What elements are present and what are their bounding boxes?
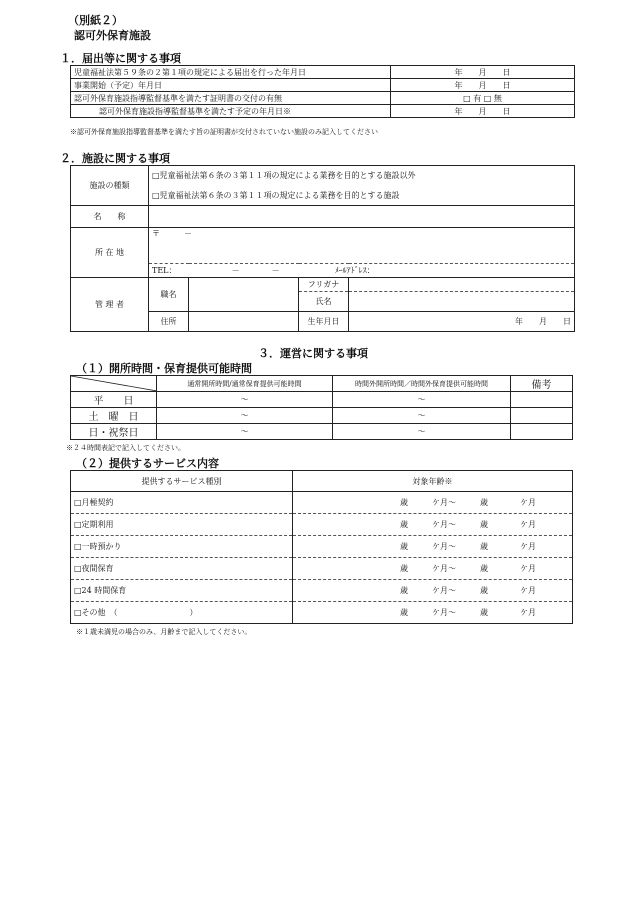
form-title: 認可外保育施設 <box>74 29 151 42</box>
age-range-field[interactable]: 歳 ケ月～ 歳 ケ月 <box>293 602 573 624</box>
section2-heading: ２．施設に関する事項 <box>60 152 170 165</box>
facility-table <box>70 165 575 332</box>
fullname-field[interactable] <box>349 292 575 312</box>
date-field[interactable]: 年 月 日 <box>391 79 575 92</box>
saturday-regular-hours[interactable]: ～ <box>157 408 333 424</box>
saturday-extended-hours[interactable]: ～ <box>333 408 511 424</box>
certificate-checkbox-group[interactable]: □ 有 □ 無 <box>391 92 575 105</box>
tel-label: TEL： <box>152 266 177 275</box>
weekday-label: 平 日 <box>71 392 157 408</box>
age-range-field[interactable]: 歳 ケ月～ 歳 ケ月 <box>293 558 573 580</box>
furigana-label: フリガナ <box>299 278 349 292</box>
weekday-regular-hours[interactable]: ～ <box>157 392 333 408</box>
holiday-remarks[interactable] <box>511 424 573 440</box>
hours-table <box>70 375 573 440</box>
saturday-remarks[interactable] <box>511 408 573 424</box>
age-range-field[interactable]: 歳 ケ月～ 歳 ケ月 <box>293 536 573 558</box>
facility-type-label: 施設の種類 <box>71 166 149 206</box>
age-range-field[interactable]: 歳 ケ月～ 歳 ケ月 <box>293 580 573 602</box>
address-label: 所 在 地 <box>71 228 149 278</box>
dob-label: 生年月日 <box>299 312 349 332</box>
email-label: ﾒｰﾙｱﾄﾞﾚｽ： <box>334 266 375 275</box>
holiday-extended-hours[interactable]: ～ <box>333 424 511 440</box>
hours-note: ※２４時間表記で記入してください。 <box>66 444 185 452</box>
service-night-care[interactable]: □夜間保育 <box>71 558 293 580</box>
section3-heading: ３．運営に関する事項 <box>258 347 368 360</box>
facility-type-option-1[interactable]: □児童福祉法第６条の３第１１項の規定による業務を目的とする施設以外 <box>149 166 575 186</box>
postal-field[interactable]: 〒 － <box>149 228 575 264</box>
holiday-label: 日・祝祭日 <box>71 424 157 440</box>
services-subheading: （２）提供するサービス内容 <box>76 457 219 470</box>
diagonal-header-cell <box>71 376 157 392</box>
hours-col-extended: 時間外開所時間／時間外保育提供可能時間 <box>333 376 511 392</box>
services-table <box>70 470 573 624</box>
residence-field[interactable] <box>189 312 299 332</box>
service-other[interactable]: □その他 （ ） <box>71 602 293 624</box>
holiday-regular-hours[interactable]: ～ <box>157 424 333 440</box>
section1-heading: １．届出等に関する事項 <box>60 52 181 65</box>
target-age-header: 対象年齢※ <box>293 471 573 492</box>
row-label: 事業開始（予定）年月日 <box>71 79 391 92</box>
name-label: 名 称 <box>71 206 149 228</box>
tel-field[interactable]: － － <box>231 266 280 275</box>
service-temporary-care[interactable]: □一時預かり <box>71 536 293 558</box>
row-label: 認可外保育施設指導監督基準を満たす予定の年月日※ <box>71 105 391 118</box>
furigana-field[interactable] <box>349 278 575 292</box>
date-field[interactable]: 年 月 日 <box>391 105 575 118</box>
fullname-label: 氏名 <box>299 292 349 312</box>
services-note: ※１歳未満児の場合のみ、月齢まで記入してください。 <box>76 628 252 636</box>
dob-field[interactable]: 年 月 日 <box>349 312 575 332</box>
saturday-label: 土 曜 日 <box>71 408 157 424</box>
date-field[interactable]: 年 月 日 <box>391 66 575 79</box>
service-24h-care[interactable]: □24 時間保育 <box>71 580 293 602</box>
row-label: 児童福祉法第５９条の２第１項の規定による届出を行った年月日 <box>71 66 391 79</box>
age-range-field[interactable]: 歳 ケ月～ 歳 ケ月 <box>293 492 573 514</box>
residence-label: 住所 <box>149 312 189 332</box>
service-type-header: 提供するサービス種別 <box>71 471 293 492</box>
diagonal-line <box>71 376 157 391</box>
facility-type-option-2[interactable]: □児童福祉法第６条の３第１１項の規定による業務を目的とする施設 <box>149 186 575 206</box>
hours-col-remarks: 備考 <box>511 376 573 392</box>
name-field[interactable] <box>149 206 575 228</box>
contact-row <box>149 264 575 278</box>
service-regular-use[interactable]: □定期利用 <box>71 514 293 536</box>
weekday-remarks[interactable] <box>511 392 573 408</box>
row-label: 認可外保育施設指導監督基準を満たす証明書の交付の有無 <box>71 92 391 105</box>
hours-subheading: （１）開所時間・保育提供可能時間 <box>76 362 252 375</box>
attachment-label: （別紙２） <box>68 14 123 27</box>
service-monthly-contract[interactable]: □月極契約 <box>71 492 293 514</box>
notification-table <box>70 65 575 118</box>
section1-note: ※認可外保育施設指導監督基準を満たす旨の証明書が交付されていない施設のみ記入してください <box>70 128 378 136</box>
position-label: 職名 <box>149 278 189 312</box>
position-field[interactable] <box>189 278 299 312</box>
hours-col-regular: 通常開所時間/通常保育提供可能時間 <box>157 376 333 392</box>
age-range-field[interactable]: 歳 ケ月～ 歳 ケ月 <box>293 514 573 536</box>
manager-label: 管 理 者 <box>71 278 149 332</box>
weekday-extended-hours[interactable]: ～ <box>333 392 511 408</box>
